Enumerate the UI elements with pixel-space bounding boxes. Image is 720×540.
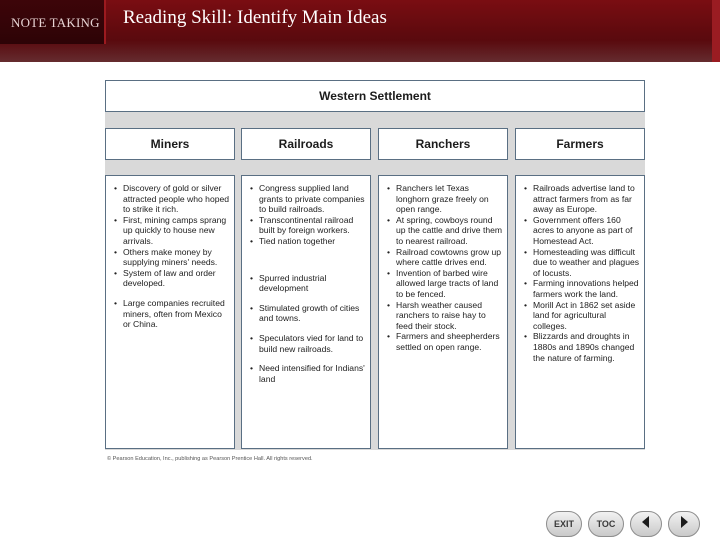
bullet-item: • Others make money by supplying miners' needs. — [114, 247, 230, 268]
bullet-item: • Farmers and sheepherders settled on open range. — [387, 331, 503, 352]
toc-label: TOC — [596, 519, 616, 529]
column-box-miners — [105, 175, 235, 449]
bullet-item: • Blizzards and droughts in 1880s and 1890s changed the nature of farming. — [524, 331, 640, 363]
western-settlement-diagram — [105, 80, 645, 450]
bullet-item: • Stimulated growth of cities and towns. — [250, 303, 366, 324]
bullet-item: • Need intensified for Indians' land — [250, 363, 366, 384]
bullet-list — [106, 176, 234, 330]
bullet-item: • Railroads advertise land to attract farmers from as far away as Europe. — [524, 183, 640, 215]
next-button[interactable] — [668, 511, 700, 537]
copyright-notice: © Pearson Education, Inc., publishing as Pearson Prentice Hall. All rights reserved. — [107, 456, 313, 462]
bullet-item: • Ranchers let Texas longhorn graze freely on open range. — [387, 183, 503, 215]
bullet-item: • Invention of barbed wire allowed large tracts of land to be fenced. — [387, 268, 503, 300]
diagram-title: Western Settlement — [105, 80, 645, 112]
bullet-list — [516, 176, 644, 363]
toc-button[interactable] — [588, 511, 624, 537]
triangle-left-icon — [639, 515, 653, 534]
column-heading-miners: Miners — [105, 128, 235, 160]
bullet-item: • Morill Act in 1862 set aside land for agricultural colleges. — [524, 300, 640, 332]
bullet-item: • Railroad cowtowns grow up where cattle drives end. — [387, 247, 503, 268]
header-bar — [0, 0, 720, 62]
note-taking-tab — [0, 0, 106, 44]
exit-button[interactable] — [546, 511, 582, 537]
bullet-item: • Speculators vied for land to build new railroads. — [250, 333, 366, 354]
bullet-list — [379, 176, 507, 353]
column-box-railroads — [241, 175, 371, 449]
column-box-farmers — [515, 175, 645, 449]
bullet-item: • Transcontinental railroad built by foreign workers. — [250, 215, 366, 236]
bullet-item: • Congress supplied land grants to private companies to build railroads. — [250, 183, 366, 215]
bullet-item: • First, mining camps sprang up quickly to house new arrivals. — [114, 215, 230, 247]
note-taking-label: NOTE TAKING — [11, 15, 100, 30]
bullet-item: • Discovery of gold or silver attracted people who hoped to strike it rich. — [114, 183, 230, 215]
bullet-item: • Homesteading was difficult due to weather and plagues of locusts. — [524, 247, 640, 279]
header-edge — [712, 0, 720, 62]
bullet-item: • Government offers 160 acres to anyone as part of Homestead Act. — [524, 215, 640, 247]
page-title: Reading Skill: Identify Main Ideas — [123, 7, 387, 28]
bullet-item: • Farming innovations helped farmers work the land. — [524, 278, 640, 299]
header-gradient — [0, 40, 720, 62]
bullet-item: • Harsh weather caused ranchers to raise hay to feed their stock. — [387, 300, 503, 332]
previous-button[interactable] — [630, 511, 662, 537]
exit-label: EXIT — [553, 519, 574, 529]
bullet-item: • At spring, cowboys round up the cattle and drive them to nearest railroad. — [387, 215, 503, 247]
bullet-item: • Large companies recruited miners, often from Mexico or China. — [114, 298, 230, 330]
column-heading-farmers: Farmers — [515, 128, 645, 160]
bullet-list — [242, 176, 370, 384]
bullet-item: • Tied nation together — [250, 236, 366, 247]
column-box-ranchers — [378, 175, 508, 449]
bullet-item: • Spurred industrial development — [250, 273, 366, 294]
column-heading-ranchers: Ranchers — [378, 128, 508, 160]
bullet-item: • System of law and order developed. — [114, 268, 230, 289]
column-heading-railroads: Railroads — [241, 128, 371, 160]
triangle-right-icon — [677, 515, 691, 534]
